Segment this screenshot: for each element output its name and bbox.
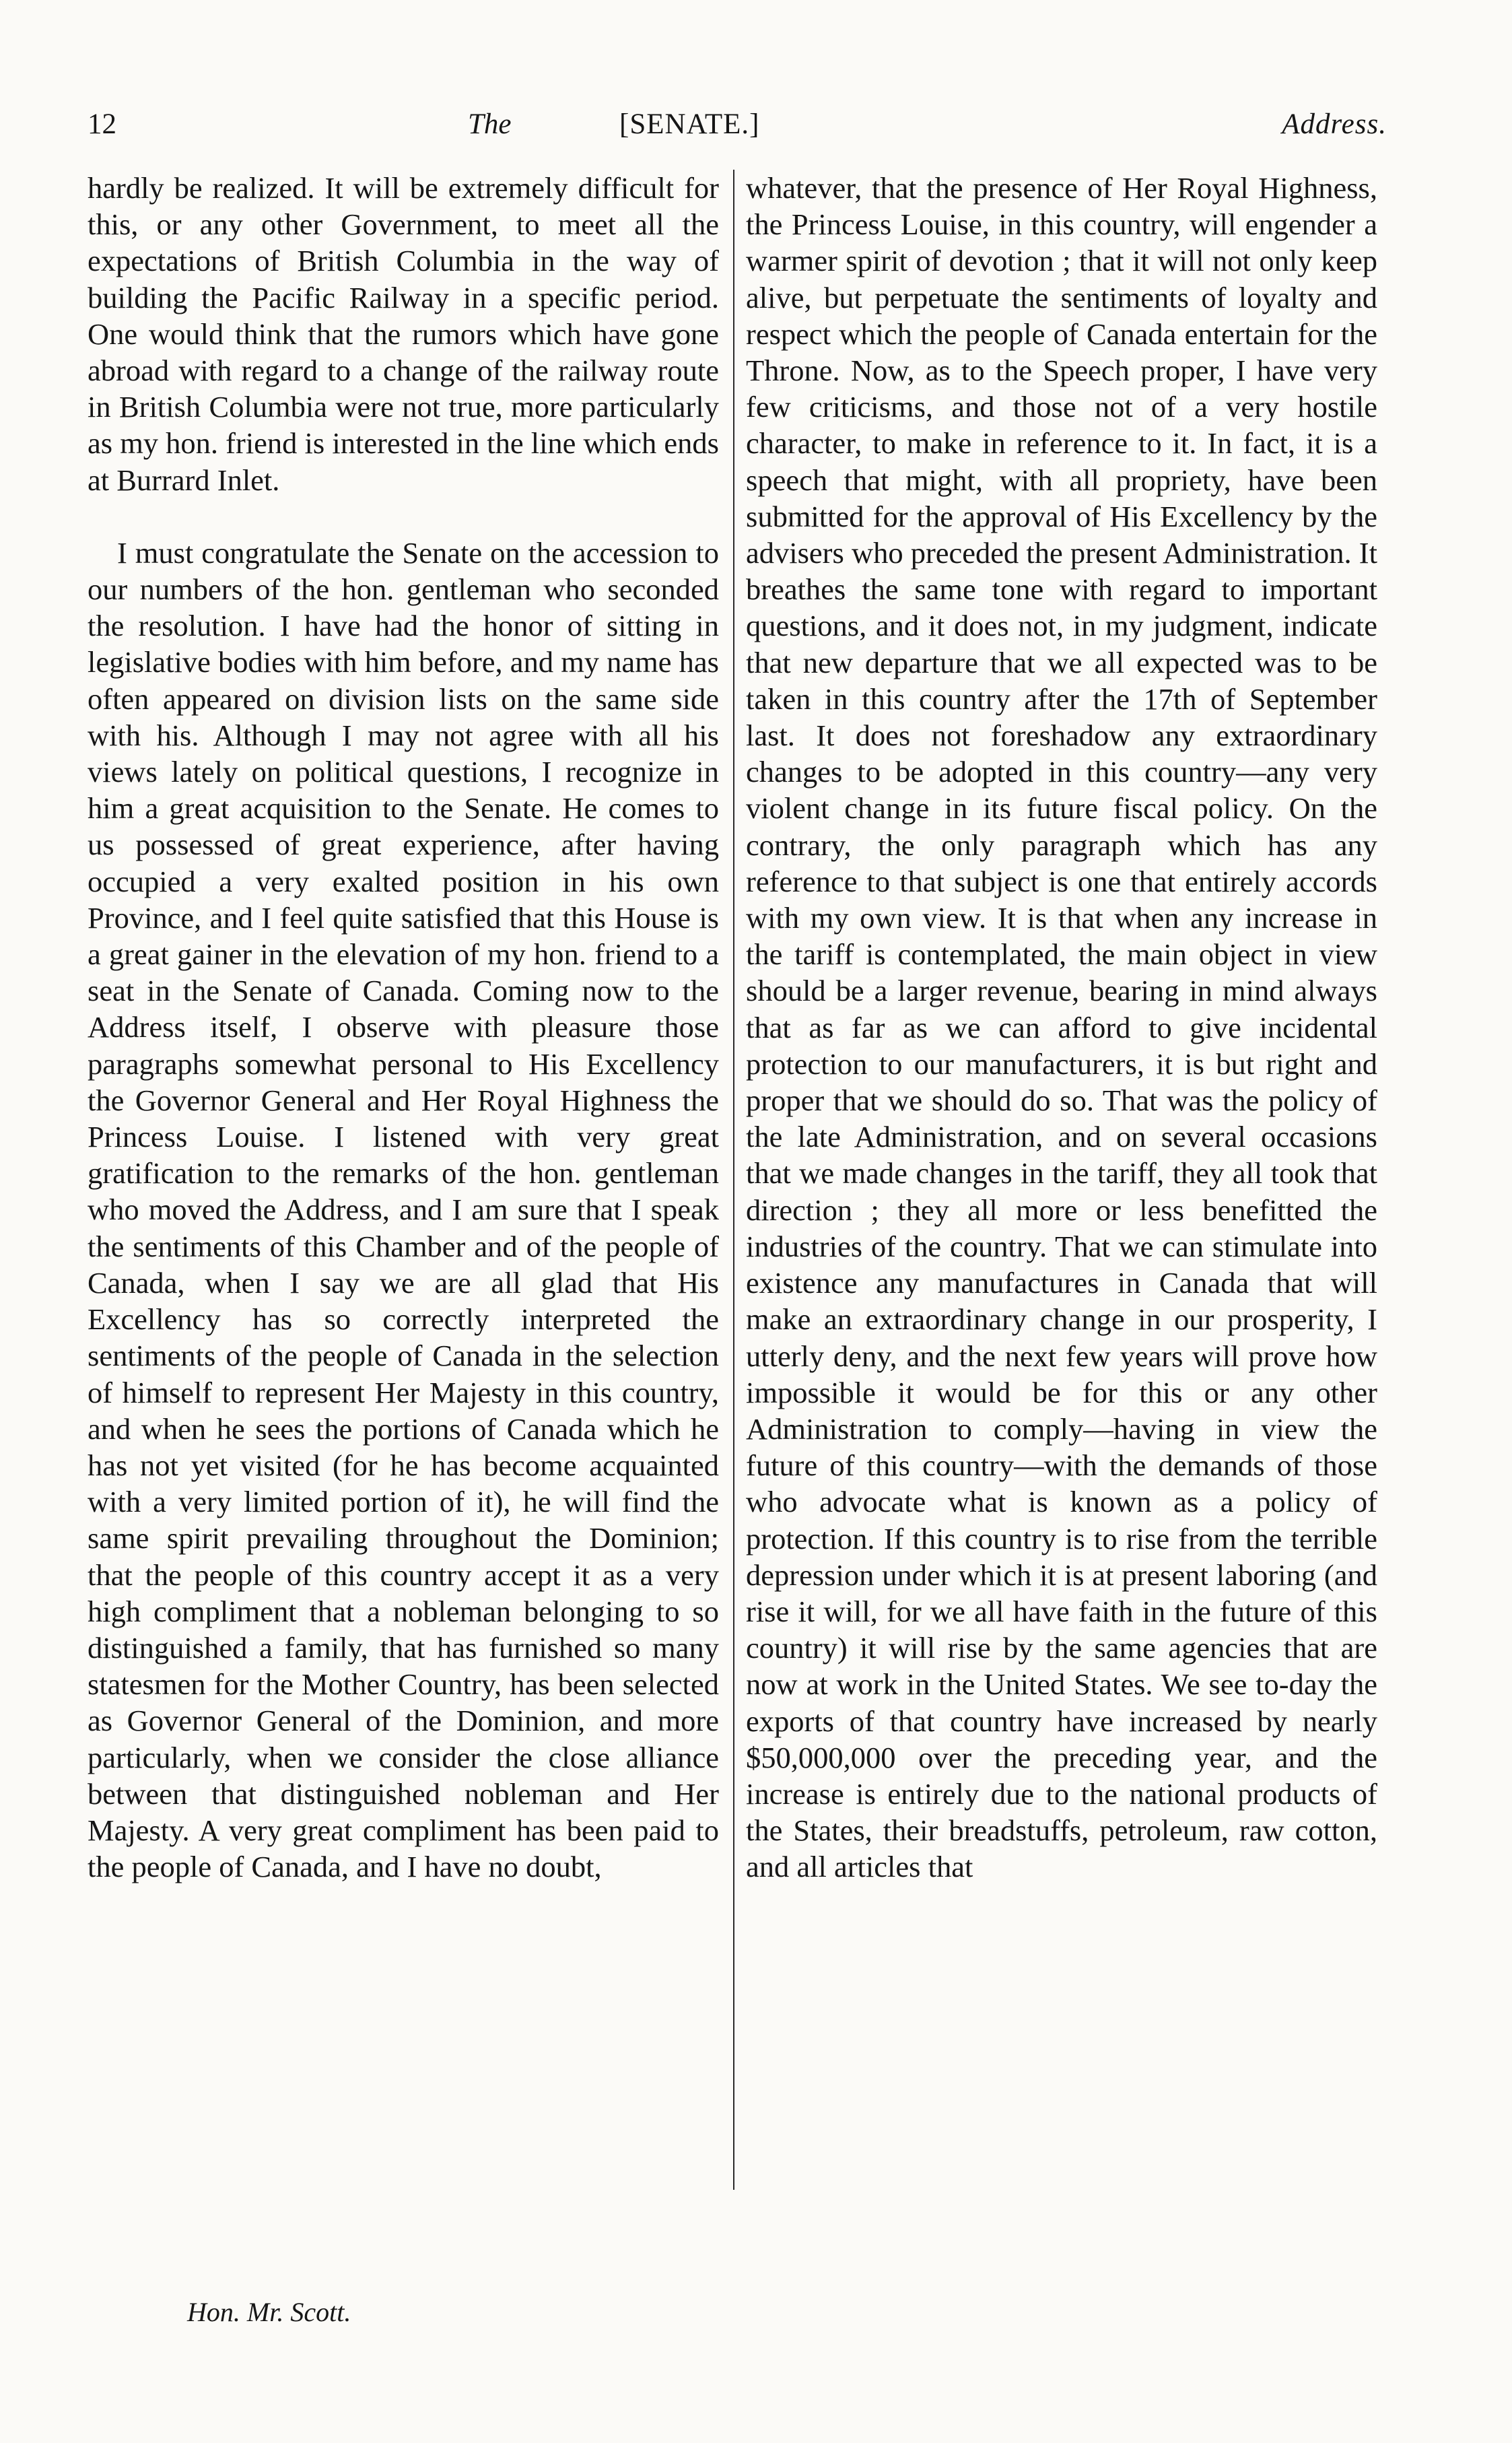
column-divider <box>733 170 734 2190</box>
header-the: The <box>468 108 512 140</box>
header-house: [SENATE.] <box>619 108 760 140</box>
right-paragraph-1: whatever, that the presence of Her Royal Highness, the Princess Louise, in this country, will engender a warmer spirit of devotion ; that it will not only keep alive, but perpetuate the sentiments of loyalty and respect which the people of Canada entertain for the Throne. Now, as to the Speech proper, I have very few criticisms, and those not of a very hostile character, to make in reference to it. In fact, it is a speech that might, with all propriety, have been submitted for the approval of His Excellency by the advisers who preceded the present Administration. It breathes the same tone with regard to important questions, and it does not, in my judgment, indicate that new departure that we all expected was to be taken in this country after the 17th of September last. It does not foreshadow any extraordinary changes to be adopted in this country—any very violent change in its future fiscal policy. On the contrary, the only paragraph which has any reference to that subject is one that entirely accords with my own view. It is that when any increase in the tariff is contemplated, the main object in view should be a larger revenue, bearing in mind always that as far as we can afford to give incidental protection to our manufacturers, it is but right and proper that we should do so. That was the policy of the late Administration, and on several occasions that we made changes in the tariff, they all took that direction ; they all more or less benefitted the industries of the country. That we can stimulate into existence any manufactures in Canada that will make an extraordinary change in our prosperity, I utterly deny, and the next few years will prove how impossible it would be for this or any other Administration to comply—having in view the future of this country—with the demands of those who advocate what is known as a policy of protection. If this country is to rise from the terrible depression under which it is at present laboring (and rise it will, for we all have faith in the future of this country) it will rise by the same agencies that are now at work in the United States. We see to-day the exports of that country have increased by nearly $50,000,000 over the preceding year, and the increase is entirely due to the national products of the States, their breadstuffs, petroleum, raw cotton, and all articles that <box>746 171 1377 1884</box>
speaker-footer: Hon. Mr. Scott. <box>187 2297 351 2327</box>
page-number: 12 <box>88 108 116 140</box>
header-topic: Address. <box>1282 108 1387 140</box>
left-paragraph-1: hardly be realized. It will be extremely difficult for this, or any other Government, to meet all the expectations of British Columbia in the way of building the Pacific Railway in a specific period. One would think that the rumors which have gone abroad with regard to a change of the railway route in British Columbia were not true, more particularly as my hon. friend is interested in the line which ends at Burrard Inlet. <box>88 171 719 497</box>
right-column <box>746 170 1377 1885</box>
left-column <box>88 170 719 1885</box>
left-paragraph-2: I must congratulate the Senate on the accession to our numbers of the hon. gentleman who seconded the resolution. I have had the honor of sitting in legislative bodies with him before, and my name has often appeared on division lists on the same side with his. Although I may not agree with all his views lately on political questions, I recognize in him a great acquisition to the Senate. He comes to us possessed of great experience, after having occupied a very exalted position in his own Province, and I feel quite satisfied that this House is a great gainer in the elevation of my hon. friend to a seat in the Senate of Canada. Coming now to the Address itself, I observe with pleasure those paragraphs somewhat personal to His Excellency the Governor General and Her Royal Highness the Princess Louise. I listened with very great gratification to the remarks of the hon. gentleman who moved the Address, and I am sure that I speak the sentiments of this Chamber and of the people of Canada, when I say we are all glad that His Excellency has so correctly interpreted the sentiments of the people of Canada in the selection of himself to represent Her Majesty in this country, and when he sees the portions of Canada which he has not yet visited (for he has become acquainted with a very limited portion of it), he will find the same spirit prevailing throughout the Dominion; that the people of this country accept it as a very high compliment that a nobleman belonging to so distinguished a family, that has furnished so many statesmen for the Mother Country, has been selected as Governor General of the Dominion, and more particularly, when we consider the close alliance between that distinguished nobleman and Her Majesty. A very great compliment has been paid to the people of Canada, and I have no doubt, <box>88 535 719 1884</box>
running-header <box>88 101 1387 148</box>
